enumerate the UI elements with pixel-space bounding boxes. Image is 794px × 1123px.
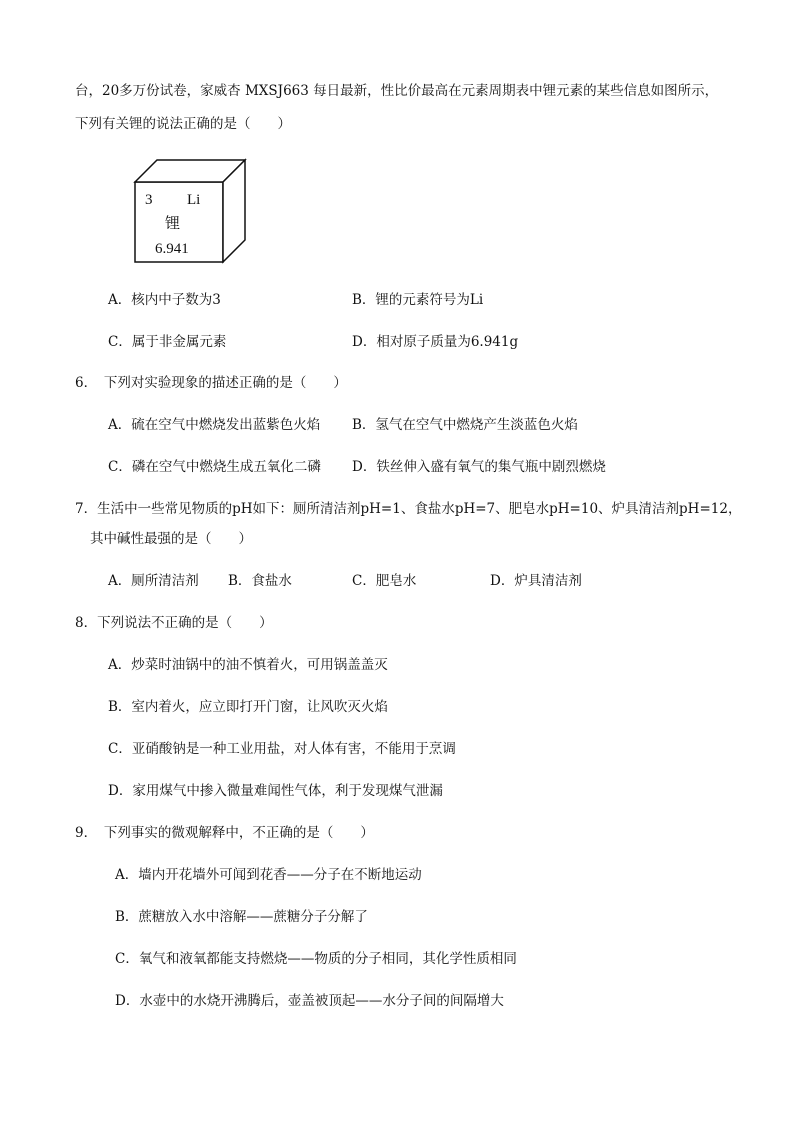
q9-option-c: C．氧气和液氧都能支持燃烧——物质的分子相同，其化学性质相同 — [115, 951, 517, 967]
q8-stem: 8．下列说法不正确的是（ ） — [75, 615, 273, 631]
q9-option-b: B．蔗糖放入水中溶解——蔗糖分子分解了 — [115, 909, 368, 925]
q6-stem: 6． 下列对实验现象的描述正确的是（ ） — [75, 375, 347, 391]
q5-option-c: C．属于非金属元素 — [108, 334, 227, 350]
q8-option-b: B．室内着火，应立即打开门窗，让风吹灭火焰 — [108, 699, 388, 715]
q9-option-d: D．水壶中的水烧开沸腾后，壶盖被顶起——水分子间的间隔增大 — [115, 993, 504, 1009]
q7-option-a: A．厕所清洁剂 — [108, 573, 199, 589]
atomic-number: 3 — [145, 192, 153, 208]
q8-option-c: C．亚硝酸钠是一种工业用盐，对人体有害，不能用于烹调 — [108, 741, 456, 757]
q6-option-a: A．硫在空气中燃烧发出蓝紫色火焰 — [108, 417, 321, 433]
q7-option-d: D．炉具清洁剂 — [490, 573, 582, 589]
q6-option-c: C．磷在空气中燃烧生成五氧化二磷 — [108, 459, 321, 475]
q6-option-d: D．铁丝伸入盛有氧气的集气瓶中剧烈燃烧 — [352, 459, 606, 475]
q7-stem-2: 其中碱性最强的是（ ） — [90, 531, 252, 547]
q8-option-d: D．家用煤气中掺入微量难闻性气体，利于发现煤气泄漏 — [108, 783, 443, 799]
intro-line-2: 下列有关锂的说法正确的是（ ） — [75, 116, 291, 132]
q5-option-d: D．相对原子质量为6.941g — [352, 334, 519, 350]
element-name: 锂 — [165, 216, 181, 232]
q5-option-b: B．锂的元素符号为Li — [352, 292, 484, 308]
q8-option-a: A．炒菜时油锅中的油不慎着火，可用锅盖盖灭 — [108, 657, 388, 673]
q7-stem-1: 7．生活中一些常见物质的pH如下：厕所清洁剂pH=1、食盐水pH=7、肥皂水pH=10、炉具清洁剂pH=12， — [75, 501, 742, 517]
element-symbol: Li — [187, 192, 201, 208]
q9-option-a: A．墙内开花墙外可闻到花香——分子在不断地运动 — [115, 867, 422, 883]
q5-option-a: A．核内中子数为3 — [108, 292, 221, 308]
intro-line-1: 台，20多万份试卷，家威杏 MXSJ663 每日最新，性比价最高在元素周期表中锂元素的某些信息如图所示， — [75, 83, 719, 99]
q6-option-b: B．氢气在空气中燃烧产生淡蓝色火焰 — [352, 417, 578, 433]
q7-option-b: B．食盐水 — [228, 573, 292, 589]
element-cube — [125, 158, 250, 270]
q9-stem: 9． 下列事实的微观解释中，不正确的是（ ） — [75, 825, 374, 841]
atomic-mass: 6.941 — [155, 241, 189, 257]
q7-option-c: C．肥皂水 — [352, 573, 417, 589]
